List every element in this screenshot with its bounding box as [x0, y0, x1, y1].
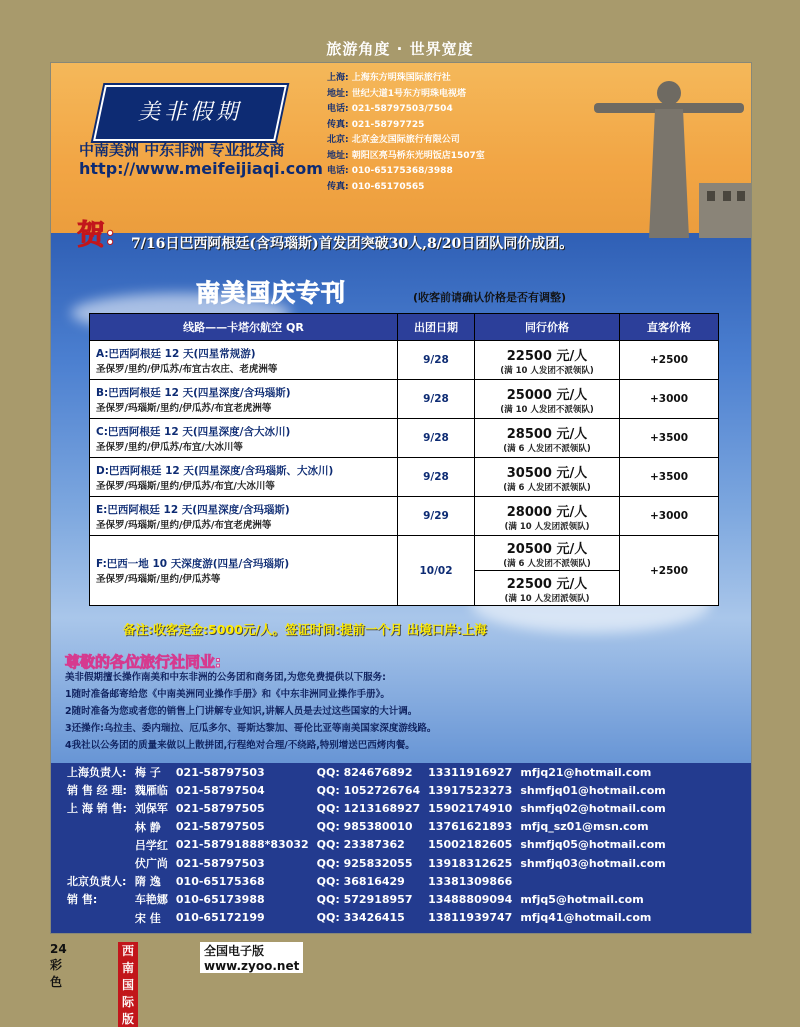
contact-line: 传真: 010-65170565	[327, 181, 425, 192]
edition-badge: 西南国际版	[118, 942, 138, 1027]
staff-phone: 010-65175368	[175, 874, 265, 888]
direct-price-cell: +3500	[620, 458, 719, 497]
direct-price-cell: +2500	[620, 341, 719, 380]
special-issue-title: 南美国庆专刊	[196, 279, 346, 307]
contact-line: 传真: 021-58797725	[327, 119, 425, 130]
staff-email-link[interactable]: mfjq5@hotmail.com	[520, 892, 644, 906]
price-cell: 28500 元/人 (满 6 人发团不派领队)	[475, 419, 620, 458]
staff-mobile: 15002182605	[428, 838, 513, 852]
brand-tagline: 中南美洲 中东非洲 专业批发商	[79, 141, 285, 159]
staff-role	[63, 818, 131, 836]
staff-table	[63, 763, 670, 927]
price-cell: 20500 元/人 (满 6 人发团不派领队)	[475, 536, 620, 571]
column-header: 直客价格	[620, 314, 719, 341]
direct-price-cell: +2500	[620, 536, 719, 606]
staff-email-link[interactable]	[516, 872, 669, 890]
staff-mobile: 13311916927	[428, 765, 513, 779]
column-header: 线路——卡塔尔航空 QR	[90, 314, 398, 341]
staff-name: 林 静	[134, 820, 161, 834]
route-cell: E:巴西阿根廷 12 天(四星深度/含玛瑙斯) 圣保罗/玛瑙斯/里约/伊瓜苏/布宜老虎洲等	[90, 497, 398, 536]
staff-name: 隋 逸	[134, 875, 161, 889]
staff-qq: QQ: 33426415	[316, 911, 405, 925]
staff-email-link[interactable]: mfjq21@hotmail.com	[520, 765, 652, 779]
staff-email-link[interactable]: shmfjq02@hotmail.com	[520, 801, 666, 815]
table-row	[90, 380, 719, 419]
staff-qq: QQ: 824676892	[316, 765, 413, 779]
ad-card	[50, 62, 752, 934]
staff-mobile: 13918312625	[428, 856, 513, 870]
date-cell: 9/28	[398, 341, 475, 380]
christ-redeemer-statue-image	[589, 63, 751, 238]
staff-row	[63, 818, 670, 836]
intro-line: 2随时准备为您或者您的销售上门讲解专业知识,讲解人员是去过这些国家的大计调。	[65, 706, 418, 717]
table-row	[90, 536, 719, 571]
staff-phone: 021-58797504	[175, 783, 265, 797]
staff-role	[63, 909, 131, 927]
staff-mobile: 13811939747	[428, 911, 513, 925]
staff-email-link[interactable]: mfjq41@hotmail.com	[520, 911, 652, 925]
brand-url-link[interactable]: http://www.meifeijiaqi.com	[79, 159, 323, 178]
staff-role: 销 售:	[67, 893, 98, 907]
contact-line: 地址: 世纪大道1号东方明珠电视塔	[327, 88, 467, 99]
direct-price-cell: +3500	[620, 419, 719, 458]
date-cell: 9/28	[398, 380, 475, 419]
staff-qq: QQ: 985380010	[316, 820, 413, 834]
staff-row	[63, 890, 670, 908]
staff-role: 上海负责人:	[67, 766, 127, 780]
date-cell: 9/29	[398, 497, 475, 536]
brand-logo[interactable]: 美非假期	[93, 85, 287, 141]
staff-role	[63, 836, 131, 854]
staff-row	[63, 872, 670, 890]
page-number: 24 彩色	[50, 942, 67, 989]
table-row	[90, 341, 719, 380]
contact-line: 北京: 北京金友国际旅行有限公司	[327, 135, 460, 145]
direct-price-cell: +3000	[620, 497, 719, 536]
contact-line: 电话: 010-65175368/3988	[327, 166, 453, 176]
staff-name: 车艳娜	[134, 893, 168, 907]
staff-row	[63, 781, 670, 799]
route-cell: F:巴西一地 10 天深度游(四星/含玛瑙斯) 圣保罗/玛瑙斯/里约/伊瓜苏等	[90, 536, 398, 606]
intro-line: 3还操作:乌拉圭、委内瑞拉、厄瓜多尔、哥斯达黎加、哥伦比亚等南美国家深度游线路。	[65, 723, 437, 734]
intro-title: 尊敬的各位旅行社同业:	[65, 653, 221, 671]
staff-phone: 010-65173988	[175, 892, 265, 906]
congrats-char: 贺:	[77, 218, 116, 251]
price-cell: 22500 元/人 (满 10 人发团不派领队)	[475, 341, 620, 380]
contact-block	[327, 71, 485, 195]
route-cell: C:巴西阿根廷 12 天(四星深度/含大冰川) 圣保罗/里约/伊瓜苏/布宜/大冰川等	[90, 419, 398, 458]
staff-mobile: 13917523273	[428, 783, 513, 797]
staff-name: 梅 子	[134, 766, 161, 780]
staff-phone: 021-58791888*83032	[175, 838, 309, 852]
staff-email-link[interactable]: shmfjq05@hotmail.com	[520, 838, 666, 852]
edition-link[interactable]: 全国电子版 www.zyoo.net	[200, 942, 303, 973]
intro-line: 4我社以公务团的质量来做以上散拼团,行程绝对合理/不绕路,特别增送巴西烤肉餐。	[65, 740, 415, 751]
staff-phone: 021-58797505	[175, 801, 265, 815]
staff-qq: QQ: 1052726764	[316, 783, 421, 797]
date-cell: 10/02	[398, 536, 475, 606]
staff-phone: 010-65172199	[175, 911, 265, 925]
staff-mobile: 13761621893	[428, 820, 513, 834]
staff-role: 上 海 销 售:	[67, 802, 127, 816]
staff-phone: 021-58797503	[175, 765, 265, 779]
date-cell: 9/28	[398, 458, 475, 497]
staff-role	[63, 854, 131, 872]
intro-line: 1随时准备邮寄给您《中南美洲同业操作手册》和《中东非洲同业操作手册》。	[65, 689, 390, 700]
staff-row	[63, 763, 670, 781]
intro-line: 美非假期擅长操作南美和中东非洲的公务团和商务团,为您免费提供以下服务:	[65, 672, 386, 683]
table-row	[90, 458, 719, 497]
contact-line: 上海: 上海东方明珠国际旅行社	[327, 73, 451, 83]
remark-text: 备注:收客定金:5000元/人。签证时间:提前一个月 出境口岸:上海	[123, 622, 487, 637]
staff-qq: QQ: 925832055	[316, 856, 413, 870]
direct-price-cell: +3000	[620, 380, 719, 419]
staff-contact-panel	[51, 763, 751, 933]
table-row	[90, 497, 719, 536]
staff-name: 吕学红	[134, 838, 168, 852]
masthead: 旅游角度 · 世界宽度	[326, 40, 474, 58]
staff-row	[63, 836, 670, 854]
route-cell: A:巴西阿根廷 12 天(四星常规游) 圣保罗/里约/伊瓜苏/布宜古农庄、老虎洲等	[90, 341, 398, 380]
contact-line: 地址: 朝阳区亮马桥东光明饭店1507室	[327, 150, 485, 161]
staff-email-link[interactable]: shmfjq03@hotmail.com	[520, 856, 666, 870]
date-cell: 9/28	[398, 419, 475, 458]
staff-row	[63, 909, 670, 927]
route-cell: B:巴西阿根廷 12 天(四星深度/含玛瑙斯) 圣保罗/玛瑙斯/里约/伊瓜苏/布宜老虎洲等	[90, 380, 398, 419]
table-row	[90, 419, 719, 458]
contact-line: 电话: 021-58797503/7504	[327, 104, 453, 114]
staff-phone: 021-58797503	[175, 856, 265, 870]
intro-lines	[65, 669, 436, 754]
special-issue-note: (收客前请确认价格是否有调整)	[413, 291, 567, 304]
staff-role: 销 售 经 理:	[67, 784, 127, 798]
staff-email-link[interactable]: shmfjq01@hotmail.com	[520, 783, 666, 797]
route-price-table	[89, 313, 719, 606]
staff-name: 魏雁临	[134, 784, 168, 798]
route-cell: D:巴西阿根廷 12 天(四星深度/含玛瑙斯、大冰川) 圣保罗/玛瑙斯/里约/伊瓜苏/布宜/大冰川等	[90, 458, 398, 497]
price-cell: 30500 元/人 (满 6 人发团不派领队)	[475, 458, 620, 497]
congrats-text: 7/16日巴西阿根廷(含玛瑙斯)首发团突破30人,8/20日团队同价成团。	[131, 236, 574, 252]
staff-name: 刘保军	[134, 802, 168, 816]
staff-email-link[interactable]: mfjq_sz01@msn.com	[520, 820, 649, 834]
staff-mobile: 15902174910	[428, 801, 513, 815]
price-cell: 22500 元/人 (满 10 人发团派领队)	[475, 571, 620, 606]
column-header: 同行价格	[475, 314, 620, 341]
staff-mobile: 13381309866	[428, 874, 513, 888]
staff-name: 宋 佳	[134, 911, 161, 925]
staff-row	[63, 854, 670, 872]
staff-qq: QQ: 36816429	[316, 874, 405, 888]
staff-phone: 021-58797505	[175, 820, 265, 834]
staff-qq: QQ: 572918957	[316, 892, 413, 906]
staff-name: 伏广尚	[134, 857, 168, 871]
staff-qq: QQ: 23387362	[316, 838, 405, 852]
staff-row	[63, 799, 670, 817]
staff-role: 北京负责人:	[67, 875, 127, 889]
column-header: 出团日期	[398, 314, 475, 341]
price-cell: 28000 元/人 (满 10 人发团派领队)	[475, 497, 620, 536]
table-header-row	[90, 314, 719, 341]
price-cell: 25000 元/人 (满 10 人发团不派领队)	[475, 380, 620, 419]
staff-mobile: 13488809094	[428, 892, 513, 906]
staff-qq: QQ: 1213168927	[316, 801, 421, 815]
